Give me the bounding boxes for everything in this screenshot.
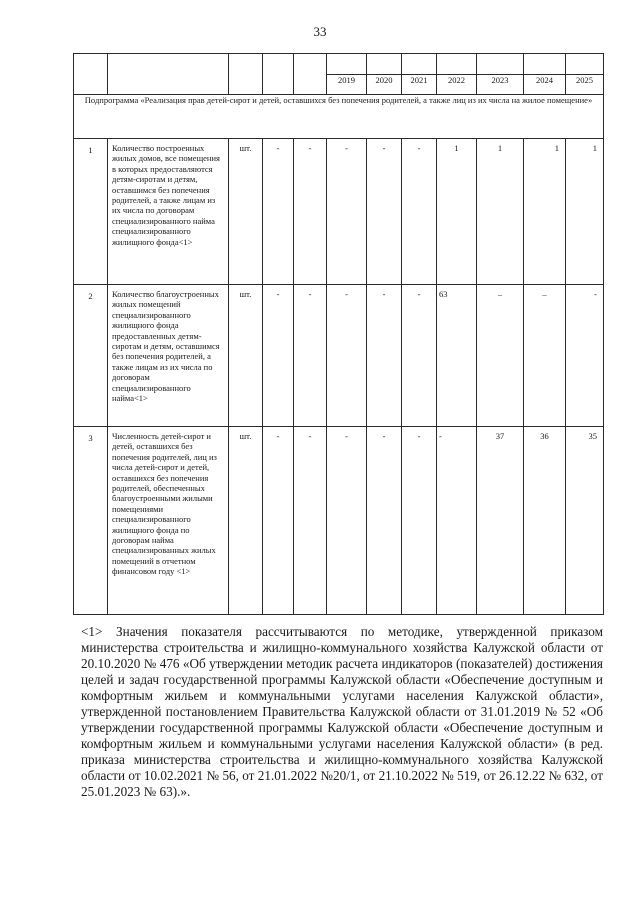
subprogram-row: [74, 95, 604, 139]
row-value: -: [367, 285, 402, 427]
row-value: -: [294, 427, 327, 615]
row-description: Численность детей-сирот и детей, оставшихся без попечения родителей, лиц из числа детей-сирот и детей, оставшихся без попечения родителей, обеспеченных благоустроенными жилыми помещениями специализированного жилищного фонда по договорам найма специализированных жилых помещений в отчетном финансовом году <1>: [108, 427, 229, 615]
row-value: -: [402, 139, 437, 285]
year-2019: 2019: [327, 75, 367, 95]
row-value: -: [263, 285, 294, 427]
row-value: 1: [437, 139, 477, 285]
row-value: 1: [477, 139, 524, 285]
row-value: 36: [524, 427, 566, 615]
year-2024: 2024: [524, 75, 566, 95]
row-value: -: [367, 427, 402, 615]
row-value: -: [327, 139, 367, 285]
row-value: -: [294, 139, 327, 285]
table-row: [74, 139, 604, 285]
row-value: 35: [566, 427, 604, 615]
row-value: –: [477, 285, 524, 427]
row-unit: шт.: [229, 427, 263, 615]
row-value: -: [327, 285, 367, 427]
table-row: [74, 285, 604, 427]
row-value: -: [294, 285, 327, 427]
year-blank-row: [74, 54, 604, 75]
row-value: -: [437, 427, 477, 615]
row-value: -: [566, 285, 604, 427]
row-value: –: [524, 285, 566, 427]
row-value: -: [402, 427, 437, 615]
indicators-table: [73, 53, 604, 615]
row-description: Количество построенных жилых домов, все помещения в которых предоставляются детям-сиротам и детям, оставшимся без попечения родителей, а также лицам из их числа по договорам специализированного найма специализированного жилищного фонда<1>: [108, 139, 229, 285]
row-number: 1: [74, 139, 108, 285]
page-number: 33: [313, 24, 327, 39]
row-value: -: [263, 139, 294, 285]
row-value: -: [367, 139, 402, 285]
subprogram-title: Подпрограмма «Реализация прав детей-сирот и детей, оставшихся без попечения родителей, а также лиц из их числа на жилое помещение»: [74, 95, 604, 139]
row-value: -: [402, 285, 437, 427]
table-row: [74, 427, 604, 615]
row-value: -: [263, 427, 294, 615]
year-2025: 2025: [566, 75, 604, 95]
row-number: 2: [74, 285, 108, 427]
row-value: 37: [477, 427, 524, 615]
row-value: 1: [524, 139, 566, 285]
year-2023: 2023: [477, 75, 524, 95]
row-unit: шт.: [229, 139, 263, 285]
row-value: -: [327, 427, 367, 615]
row-value: 63: [437, 285, 477, 427]
year-2022: 2022: [437, 75, 477, 95]
row-value: 1: [566, 139, 604, 285]
year-2020: 2020: [367, 75, 402, 95]
row-unit: шт.: [229, 285, 263, 427]
year-2021: 2021: [402, 75, 437, 95]
row-description: Количество благоустроенных жилых помещений специализированного жилищного фонда предоставленных детям-сиротам и детям, оставшимся без попечения родителей, а также лицам из их числа по договорам специализированного найма<1>: [108, 285, 229, 427]
footnote: <1> Значения показателя рассчитываются по методике, утвержденной приказом министерства строительства и жилищно-коммунального хозяйства Калужской области от 20.10.2020 № 476 «Об утверждении методик расчета индикаторов (показателей) достижения целей и задач государственной программы Калужской области «Обеспечение доступным и комфортным жильем и коммунальными услугами населения Калужской области», утвержденной постановлением Правительства Калужской области от 31.01.2019 № 52 «Об утверждении государственной программы Калужской области «Обеспечение доступным и комфортным жильем и коммунальными услугами населения Калужской области» (в ред. приказа министерства строительства и жилищно-коммунального хозяйства Калужской области от 10.02.2021 № 56, от 21.01.2022 №20/1, от 21.10.2022 № 519, от 26.12.22 № 632, от 25.01.2023 № 63).».: [81, 624, 603, 799]
row-number: 3: [74, 427, 108, 615]
